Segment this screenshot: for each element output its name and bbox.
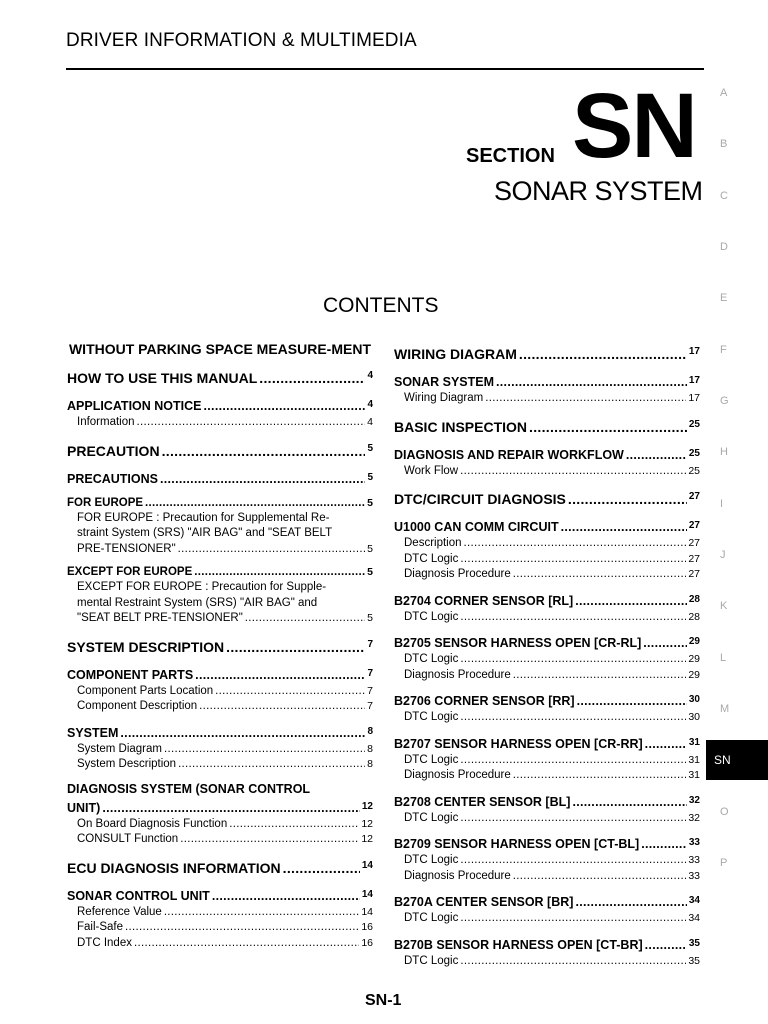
toc-entry-system[interactable]: SYSTEM ..... 8 [67, 723, 373, 742]
toc-entry-b2705-dtc-logic[interactable]: DTC Logic ..... 29 [394, 652, 700, 668]
toc-entry-sonar-control-unit[interactable]: SONAR CONTROL UNIT ..... 14 [67, 886, 373, 905]
page-number: SN-1 [365, 992, 402, 1009]
toc-entry-wiring-diagram[interactable]: WIRING DIAGRAM ..... 17 [394, 342, 700, 364]
toc-entry-b2704[interactable]: B2704 CORNER SENSOR [RL] ..... 28 [394, 591, 700, 610]
side-tab-p[interactable]: P [720, 857, 728, 869]
toc-entry-application-notice[interactable]: APPLICATION NOTICE ..... 4 [67, 396, 373, 415]
toc-entry-u1000-dtc-logic[interactable]: DTC Logic ..... 27 [394, 552, 700, 568]
side-tab-k[interactable]: K [720, 600, 728, 612]
toc-entry-system-description[interactable]: SYSTEM DESCRIPTION ..... 7 [67, 635, 373, 657]
section-name: SONAR SYSTEM [494, 176, 703, 206]
toc-entry-component-parts-location[interactable]: Component Parts Location ..... 7 [67, 684, 373, 700]
side-tab-d[interactable]: D [720, 241, 728, 253]
toc-entry-for-europe[interactable]: FOR EUROPE ..... 5 [67, 496, 373, 511]
side-tab-h[interactable]: H [720, 446, 728, 458]
toc-entry-b270b-dtc-logic[interactable]: DTC Logic ..... 35 [394, 954, 700, 970]
section-code: SN [572, 75, 696, 177]
toc-entry-basic-inspection[interactable]: BASIC INSPECTION ..... 25 [394, 415, 700, 437]
side-tab-e[interactable]: E [720, 292, 728, 304]
toc-entry-b270b[interactable]: B270B SENSOR HARNESS OPEN [CT-BR] ..... 35 [394, 935, 700, 954]
toc-entry-fail-safe[interactable]: Fail-Safe ..... 16 [67, 920, 373, 936]
toc-entry-dtc-circuit-diagnosis[interactable]: DTC/CIRCUIT DIAGNOSIS ..... 27 [394, 487, 700, 509]
toc-entry-sonar-system[interactable]: SONAR SYSTEM ..... 17 [394, 372, 700, 391]
side-tab-l[interactable]: L [720, 652, 727, 664]
toc-entry-b2705-diagnosis-procedure[interactable]: Diagnosis Procedure ..... 29 [394, 668, 700, 684]
toc-entry-consult-function[interactable]: CONSULT Function ..... 12 [67, 832, 373, 848]
side-tab-c[interactable]: C [720, 190, 728, 202]
side-tab-b[interactable]: B [720, 138, 728, 150]
toc-entry-precautions[interactable]: PRECAUTIONS ..... 5 [67, 469, 373, 488]
side-tab-m[interactable]: M [720, 703, 730, 715]
toc-entry-on-board-diagnosis[interactable]: On Board Diagnosis Function ..... 12 [67, 817, 373, 833]
side-tab-g[interactable]: G [720, 395, 729, 407]
toc-left-column [67, 340, 373, 951]
toc-entry-ecu-diagnosis[interactable]: ECU DIAGNOSIS INFORMATION ..... 14 [67, 856, 373, 878]
side-tab-f[interactable]: F [720, 344, 727, 356]
toc-right-column [394, 340, 700, 969]
toc-entry-b2709[interactable]: B2709 SENSOR HARNESS OPEN [CT-BL] ..... 33 [394, 834, 700, 853]
toc-entry-u1000-description[interactable]: Description ..... 27 [394, 536, 700, 552]
side-tab-j[interactable]: J [720, 549, 726, 561]
side-tab-o[interactable]: O [720, 806, 729, 818]
toc-entry-diagnosis-repair-workflow[interactable]: DIAGNOSIS AND REPAIR WORKFLOW ..... 25 [394, 445, 700, 464]
toc-entry-system-diagram[interactable]: System Diagram ..... 8 [67, 742, 373, 758]
toc-entry-sonar-wiring-diagram[interactable]: Wiring Diagram ..... 17 [394, 391, 700, 407]
toc-entry-component-parts[interactable]: COMPONENT PARTS ..... 7 [67, 665, 373, 684]
toc-entry-how-to-use[interactable]: HOW TO USE THIS MANUAL ..... 4 [67, 366, 373, 388]
manual-category-title: DRIVER INFORMATION & MULTIMEDIA [66, 30, 417, 51]
toc-entry-diagnosis-system[interactable]: DIAGNOSIS SYSTEM (SONAR CONTROL UNIT) ..... 12 [67, 781, 373, 817]
toc-entry-system-description-sub[interactable]: System Description ..... 8 [67, 757, 373, 773]
toc-entry-b2707-diagnosis-procedure[interactable]: Diagnosis Procedure ..... 31 [394, 768, 700, 784]
toc-entry-b2709-diagnosis-procedure[interactable]: Diagnosis Procedure ..... 33 [394, 869, 700, 885]
toc-entry-component-description[interactable]: Component Description ..... 7 [67, 699, 373, 715]
toc-entry-dtc-index[interactable]: DTC Index ..... 16 [67, 936, 373, 952]
toc-entry-b2708[interactable]: B2708 CENTER SENSOR [BL] ..... 32 [394, 792, 700, 811]
side-tab-sn-active[interactable]: SN [706, 740, 768, 780]
toc-entry-for-europe-srs[interactable]: FOR EUROPE : Precaution for Supplemental Re- straint System (SRS) "AIR BAG" and "SEAT BELT PRE-TENSIONER" ..... 5 [67, 511, 373, 558]
toc-entry-b2705[interactable]: B2705 SENSOR HARNESS OPEN [CR-RL] ..... 29 [394, 633, 700, 652]
toc-entry-except-for-europe-srs[interactable]: EXCEPT FOR EUROPE : Precaution for Supple- mental Restraint System (SRS) "AIR BAG" and "SEAT BELT PRE-TENSIONER" ..... 5 [67, 580, 373, 627]
toc-entry-precaution[interactable]: PRECAUTION ..... 5 [67, 439, 373, 461]
toc-entry-b2707[interactable]: B2707 SENSOR HARNESS OPEN [CR-RR] ..... 31 [394, 734, 700, 753]
toc-entry-reference-value[interactable]: Reference Value ..... 14 [67, 905, 373, 921]
section-label: SECTION [466, 145, 555, 167]
toc-entry-u1000[interactable]: U1000 CAN COMM CIRCUIT ..... 27 [394, 517, 700, 536]
toc-entry-u1000-diagnosis-procedure[interactable]: Diagnosis Procedure ..... 27 [394, 567, 700, 583]
toc-entry-except-for-europe[interactable]: EXCEPT FOR EUROPE ..... 5 [67, 565, 373, 580]
toc-entry-b2706-dtc-logic[interactable]: DTC Logic ..... 30 [394, 710, 700, 726]
side-tab-i[interactable]: I [720, 498, 724, 510]
toc-entry-b270a[interactable]: B270A CENTER SENSOR [BR] ..... 34 [394, 892, 700, 911]
toc-entry-b2704-dtc-logic[interactable]: DTC Logic ..... 28 [394, 610, 700, 626]
toc-variant-heading: WITHOUT PARKING SPACE MEASURE-MENT [68, 341, 372, 357]
toc-entry-b2706[interactable]: B2706 CORNER SENSOR [RR] ..... 30 [394, 691, 700, 710]
toc-entry-b2708-dtc-logic[interactable]: DTC Logic ..... 32 [394, 811, 700, 827]
toc-entry-work-flow[interactable]: Work Flow ..... 25 [394, 464, 700, 480]
toc-entry-information[interactable]: Information ..... 4 [67, 415, 373, 431]
toc-entry-b2707-dtc-logic[interactable]: DTC Logic ..... 31 [394, 753, 700, 769]
header-rule [66, 68, 704, 70]
toc-entry-b270a-dtc-logic[interactable]: DTC Logic ..... 34 [394, 911, 700, 927]
toc-entry-b2709-dtc-logic[interactable]: DTC Logic ..... 33 [394, 853, 700, 869]
side-tab-a[interactable]: A [720, 87, 728, 99]
contents-title: CONTENTS [323, 294, 439, 317]
